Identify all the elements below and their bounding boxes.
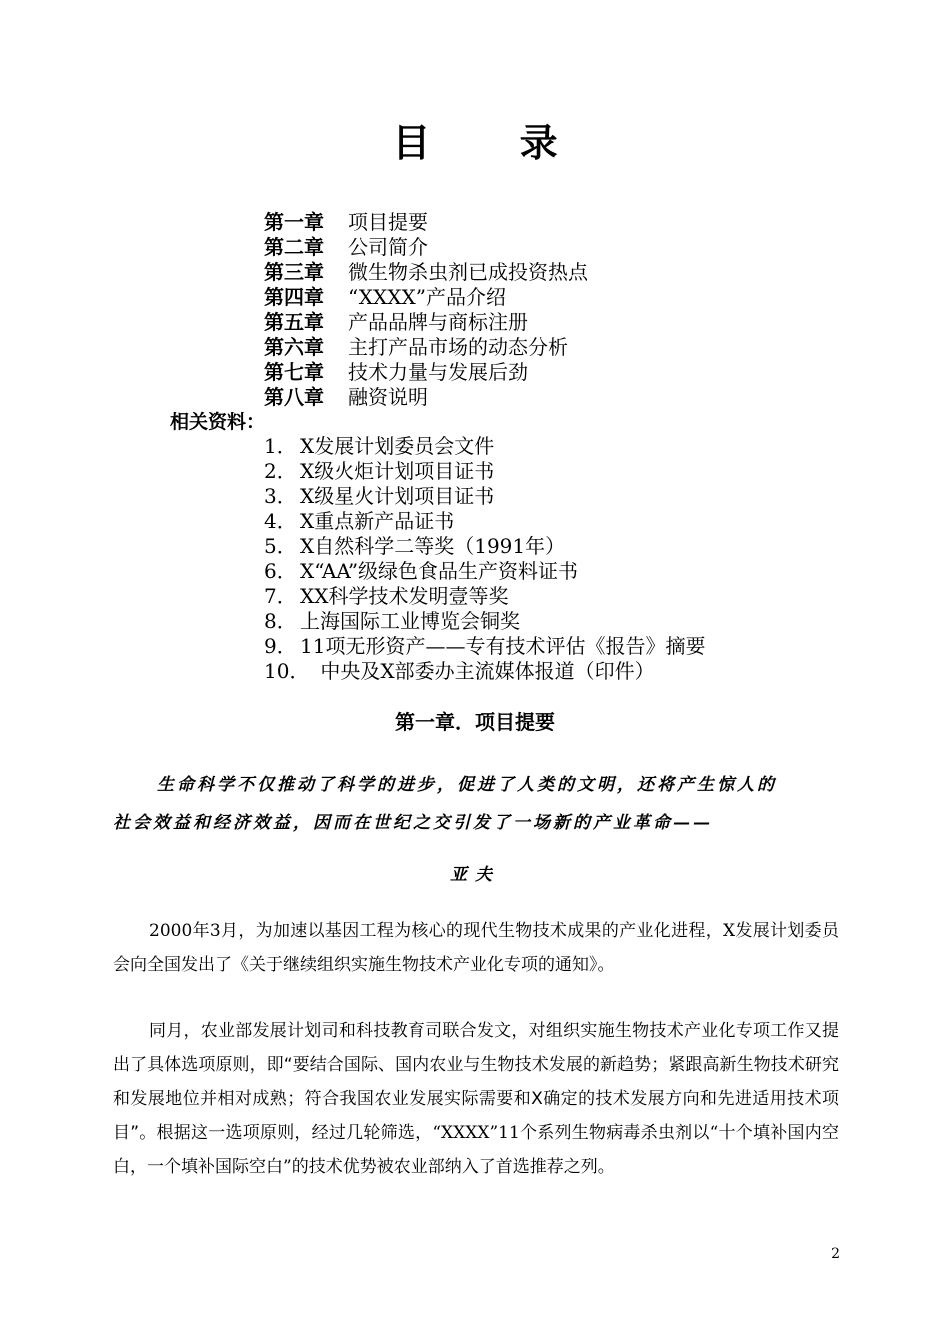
list-item-number: 3． [264,484,297,508]
list-item-number: 5． [264,534,297,558]
toc-chapter-title: “XXXX”产品介绍 [348,285,506,309]
list-item-number: 8． [264,609,297,633]
table-of-contents [264,210,824,410]
related-materials-heading: 相关资料： [170,411,266,433]
list-item [264,609,824,634]
list-item-text: X重点新产品证书 [300,509,455,533]
quote-attribution: 亚夫 [450,865,500,885]
list-item-number: 2． [264,459,297,483]
toc-chapter-number: 第六章 [264,335,324,359]
toc-entry [264,360,824,385]
list-item-number: 1． [264,434,297,458]
toc-chapter-title: 公司简介 [348,235,428,259]
toc-entry [264,285,824,310]
toc-chapter-title: 技术力量与发展后劲 [348,360,528,384]
list-item [264,459,824,484]
toc-chapter-number: 第三章 [264,260,324,284]
toc-chapter-title: 主打产品市场的动态分析 [348,335,568,359]
list-item-text: X自然科学二等奖（1991年） [300,534,566,558]
list-item-text: X“AA”级绿色食品生产资料证书 [300,559,579,583]
toc-chapter-title: 融资说明 [348,385,428,409]
list-item [264,534,824,559]
page-number: 2 [831,1246,840,1262]
list-item-text: 中央及X部委办主流媒体报道（印件） [314,659,655,683]
list-item [264,584,824,609]
quote-line: 社会效益和经济效益，因而在世纪之交引发了一场新的产业革命—— [113,813,713,833]
toc-chapter-title: 微生物杀虫剂已成投资热点 [348,260,588,284]
list-item [264,509,824,534]
toc-entry [264,210,824,235]
quoted-principle: “要结合国际、国内农业与生物技术发展的新趋势；紧跟高新生物技术研究和发展地位并相对成熟；符合我国农业发展实际需要和X确定的技术发展方向和先进适用技术项目” [113,1055,839,1143]
list-item-number: 4． [264,509,297,533]
toc-entry [264,260,824,285]
toc-entry [264,235,824,260]
list-item-text: 11项无形资产——专有技术评估《报告》摘要 [300,634,706,658]
toc-title: 目 录 [392,121,596,165]
paragraph-text: 。根据这一选项原则，经过几轮筛选，“XXXX”11个系列生物病毒杀虫剂以“十个填补国内空白，一个填补国际空白”的技术优势被农业部纳入了首选推荐之列。 [113,1123,839,1177]
toc-chapter-number: 第四章 [264,285,324,309]
body-paragraph [113,1014,839,1184]
toc-chapter-number: 第八章 [264,385,324,409]
list-item-number: 9． [264,634,297,658]
epigraph-quote [113,766,837,842]
list-item [264,634,824,659]
toc-chapter-title: 产品品牌与商标注册 [348,310,528,334]
body-paragraph: 2000年3月，为加速以基因工程为核心的现代生物技术成果的产业化进程，X发展计划委员会向全国发出了《关于继续组织实施生物技术产业化专项的通知》。 [113,921,839,975]
list-item-number: 6． [264,559,297,583]
list-item [264,434,824,459]
chapter-heading: 第一章．项目提要 [395,710,555,734]
toc-chapter-number: 第一章 [264,210,324,234]
toc-chapter-title: 项目提要 [348,210,428,234]
list-item-number: 10． [264,659,310,683]
list-item-text: XX科学技术发明壹等奖 [300,584,509,608]
toc-chapter-number: 第五章 [264,310,324,334]
paragraph-text: 同月，农业部发展计划司和科技教育司联合发文，对组织实施生物技术产业化专项工作又提出了具体选项原则，即 [113,1021,839,1075]
related-materials-list [264,434,824,684]
toc-chapter-number: 第二章 [264,235,324,259]
list-item-text: X发展计划委员会文件 [300,434,495,458]
toc-entry [264,385,824,410]
list-item [264,559,824,584]
list-item-text: X级星火计划项目证书 [300,484,495,508]
toc-entry [264,335,824,360]
list-item [264,659,824,684]
list-item [264,484,824,509]
list-item-text: 上海国际工业博览会铜奖 [300,609,520,633]
list-item-number: 7． [264,584,297,608]
quote-line: 生命科学不仅推动了科学的进步，促进了人类的文明，还将产生惊人的 [157,775,777,795]
list-item-text: X级火炬计划项目证书 [300,459,495,483]
toc-entry [264,310,824,335]
toc-chapter-number: 第七章 [264,360,324,384]
